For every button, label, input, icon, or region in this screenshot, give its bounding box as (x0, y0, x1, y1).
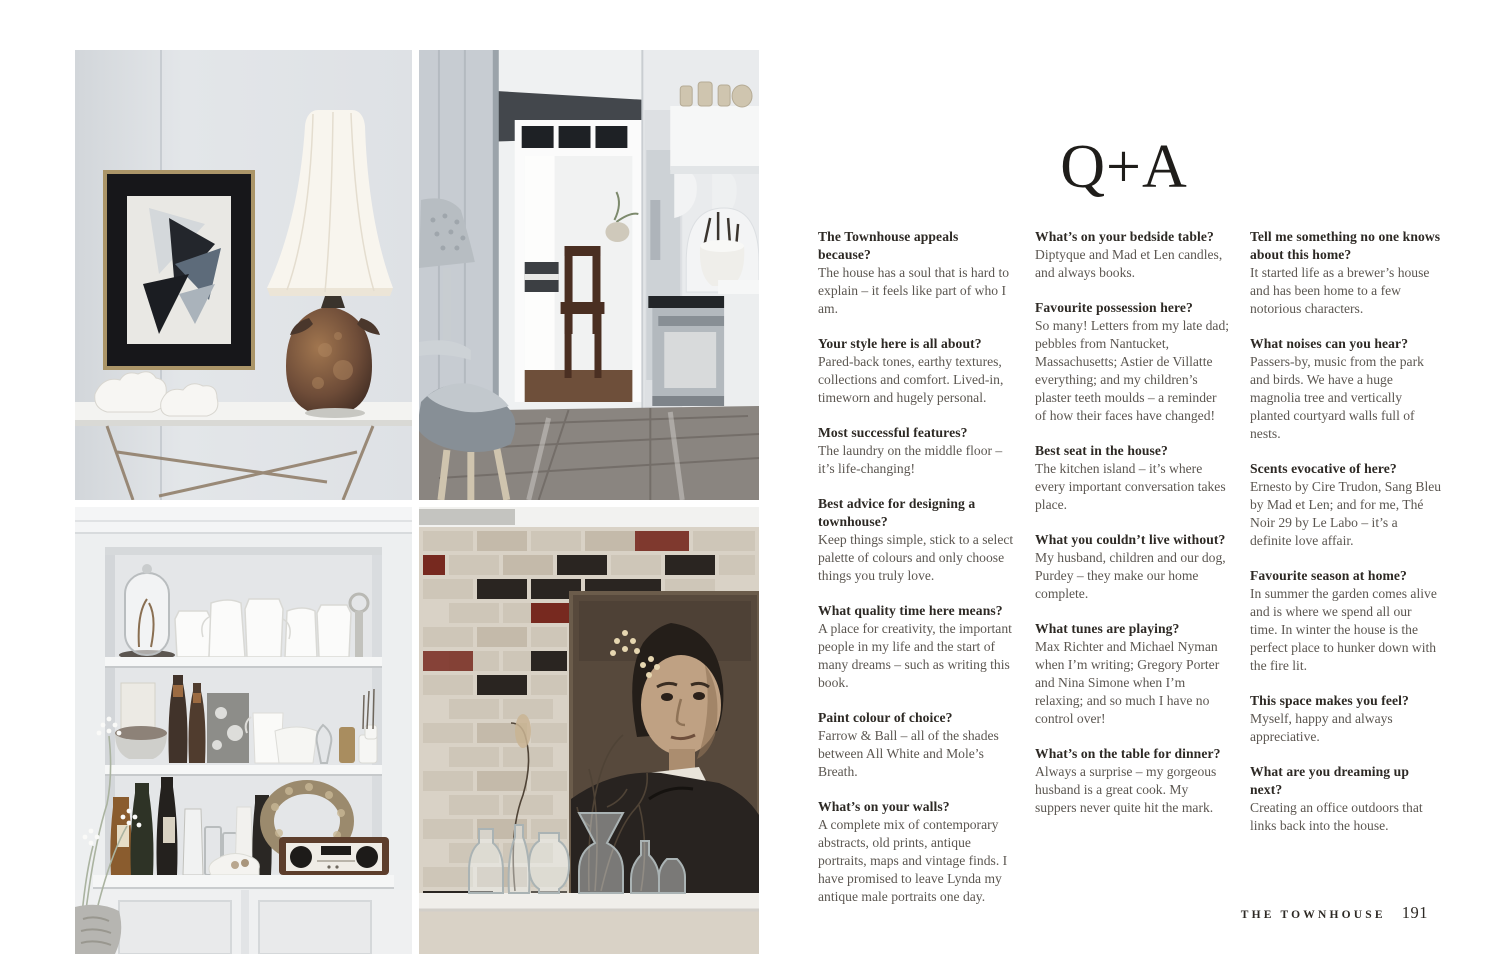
qa-question: Favourite possession here? (1035, 300, 1193, 315)
qa-answer: The house has a soul that is hard to explain – it feels like part of who I am. (818, 265, 1010, 316)
marble-shelf (419, 893, 759, 910)
photo-console-table-vignette (75, 50, 412, 500)
qa-block (818, 335, 1014, 407)
shelf-board-1 (105, 657, 382, 666)
qa-answer: Passers-by, music from the park and birds. We have a huge magnolia tree and vertically planted courtyard walls full of nests. (1250, 354, 1424, 441)
console-table-illustration (75, 50, 412, 500)
qa-block (1250, 460, 1442, 550)
qa-question: What noises can you hear? (1250, 336, 1409, 351)
footer-book-title: THE TOWNHOUSE (1240, 909, 1386, 921)
qa-question: What’s on your bedside table? (1035, 229, 1214, 244)
stone-urn (75, 905, 121, 954)
qa-answer: Diptyque and Mad et Len candles, and always books. (1035, 247, 1223, 280)
photo-brick-wall-portrait (419, 507, 759, 954)
qa-question: What you couldn’t live without? (1035, 532, 1226, 547)
qa-block (818, 228, 1014, 318)
qa-block (1035, 745, 1231, 817)
photo-kitchen-corridor (419, 50, 759, 500)
qa-block (1035, 620, 1231, 728)
qa-answer: Myself, happy and always appreciative. (1250, 711, 1393, 744)
qa-answer: In summer the garden comes alive and is where we spend all our time. In winter the house is the perfect place to hunker down with the fire lit. (1250, 586, 1437, 673)
shelf-board-2 (105, 765, 382, 774)
qa-question: The Townhouse appeals because? (818, 229, 959, 262)
page-title: Q+A (1060, 132, 1188, 201)
qa-question: This space makes you feel? (1250, 693, 1409, 708)
qa-answer: A place for creativity, the important people in my life and the start of many dreams – such as writing this book. (818, 621, 1012, 690)
doorway-to-dining-room (515, 120, 643, 402)
wooden-radio (279, 837, 389, 875)
qa-answer: A complete mix of contemporary abstracts, old prints, antique portraits, maps and vintage finds. I have promised to leave Lynda my antique male portraits one day. (818, 817, 1008, 904)
qa-block (1250, 335, 1442, 443)
qa-block (1035, 442, 1231, 514)
qa-block (818, 424, 1014, 478)
qa-block (1250, 228, 1442, 318)
qa-block (818, 495, 1014, 585)
qa-question: Best advice for designing a townhouse? (818, 496, 976, 529)
qa-answer: Always a surprise – my gorgeous husband is a great cook. My suppers never quite hit the mark. (1035, 764, 1217, 815)
qa-block (1035, 228, 1231, 282)
qa-question: Scents evocative of here? (1250, 461, 1397, 476)
qa-answer: My husband, children and our dog, Purdey – they make our home complete. (1035, 550, 1226, 601)
qa-answer: Farrow & Ball – all of the shades between All White and Mole’s Breath. (818, 728, 999, 779)
footer-page-number: 191 (1401, 903, 1428, 922)
qa-answer: Ernesto by Cire Trudon, Sang Bleu by Mad et Len; and for me, Thé Noir 29 by Le Labo – it’s a definite love affair. (1250, 479, 1442, 548)
qa-block (1035, 299, 1231, 425)
kitchen-illustration (419, 50, 759, 500)
abstract-artwork-frame (103, 170, 255, 370)
qa-question: What tunes are playing? (1035, 621, 1180, 636)
qa-question: Most successful features? (818, 425, 968, 440)
qa-question: Paint colour of choice? (818, 710, 953, 725)
qa-answer: Pared-back tones, earthy textures, collections and comfort. Lived-in, timeworn and hugely personal. (818, 354, 1004, 405)
qa-answer: The laundry on the middle floor – it’s life-changing! (818, 443, 1003, 476)
brick-portrait-illustration (419, 507, 759, 954)
qa-block (1250, 763, 1442, 835)
qa-column-1 (818, 228, 1014, 923)
counter-top (93, 875, 394, 888)
qa-question: What’s on your walls? (818, 799, 950, 814)
qa-block (818, 602, 1014, 692)
qa-block (1250, 692, 1442, 746)
qa-column-3 (1250, 228, 1442, 852)
qa-block (1250, 567, 1442, 675)
page-footer (818, 903, 1428, 923)
qa-question: What quality time here means? (818, 603, 1003, 618)
qa-answer: Max Richter and Michael Nyman when I’m writing; Gregory Porter and Nina Simone when I’m relaxing; and so much I have no control over! (1035, 639, 1220, 726)
qa-answer: Keep things simple, stick to a select palette of colours and only choose things you truly love. (818, 532, 1014, 583)
qa-block (818, 709, 1014, 781)
qa-question: What are you dreaming up next? (1250, 764, 1409, 797)
shelving-illustration (75, 507, 412, 954)
qa-answer: It started life as a brewer’s house and has been home to a few notorious characters. (1250, 265, 1430, 316)
cabinet-doors (75, 890, 412, 954)
qa-column-2 (1035, 228, 1231, 834)
qa-question: Tell me something no one knows about this home? (1250, 229, 1441, 262)
qa-block (1035, 531, 1231, 603)
qa-answer: Creating an office outdoors that links back into the house. (1250, 800, 1423, 833)
qa-question: Favourite season at home? (1250, 568, 1407, 583)
qa-answer: So many! Letters from my late dad; pebbles from Nantucket, Massachusetts; Astier de Villatte everything; and my children’s plaster teeth moulds – a reminder of how their faces have changed! (1035, 318, 1230, 423)
qa-block (818, 798, 1014, 906)
photo-open-shelving (75, 507, 412, 954)
qa-question: Best seat in the house? (1035, 443, 1168, 458)
qa-question: Your style here is all about? (818, 336, 982, 351)
qa-question: What’s on the table for dinner? (1035, 746, 1221, 761)
qa-answer: The kitchen island – it’s where every important conversation takes place. (1035, 461, 1226, 512)
